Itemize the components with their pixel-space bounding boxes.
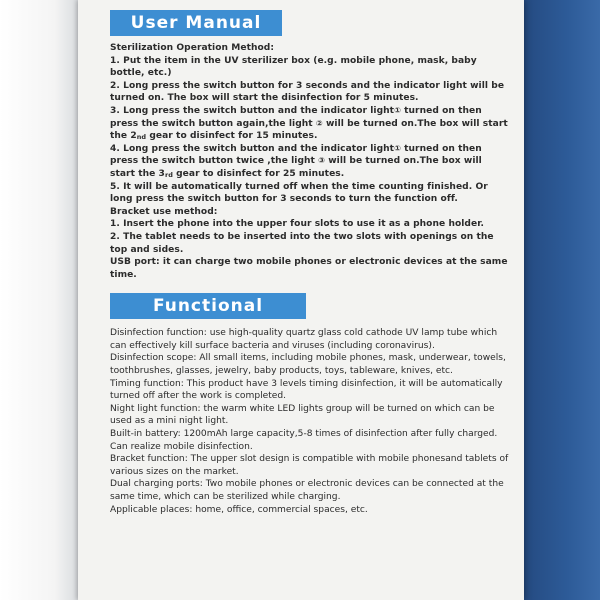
light-3-symbol: ③ <box>318 156 325 166</box>
function-item: Applicable places: home, office, commercial spaces, etc. <box>110 504 368 515</box>
step-1: 1. Put the item in the UV sterilizer box (e.g. mobile phone, mask, baby bottle, etc.) <box>110 55 477 79</box>
function-item: Timing function: This product have 3 levels timing disinfection, it will be automatically turned off after the work is completed. <box>110 378 503 402</box>
manual-sheet <box>78 0 524 600</box>
sterilization-heading: Sterilization Operation Method: <box>110 43 275 53</box>
function-item: Dual charging ports: Two mobile phones or electronic devices can be connected at the same time, which can be sterilized while charging. <box>110 479 504 502</box>
sterilization-section <box>110 42 510 281</box>
function-item: Disinfection function: use high-quality quartz glass cold cathode UV lamp tube which can effectively kill surface bacteria and viruses (including coronavirus). <box>110 328 498 351</box>
step-2: 2. Long press the switch button for 3 seconds and the indicator light will be turned on. The box will start the disinfection for 5 minutes. <box>110 80 505 104</box>
background-left <box>0 0 78 600</box>
function-item: Bracket function: The upper slot design is compatible with mobile phonesand tablets of various sizes on the market. <box>110 454 509 477</box>
step-4: 4. Long press the switch button and the indicator light① turned on then press the switch button twice ,the light ③ will be turned on.The box will start the $3_{rd}$ gear to disinfect for 25 minutes. <box>110 143 482 179</box>
functional-section <box>110 327 510 516</box>
user-manual-banner: User Manual <box>110 10 282 36</box>
bracket-step-1: 1. Insert the phone into the upper four slots to use it as a phone holder. <box>110 219 484 230</box>
function-item: Disinfection scope: All small items, including mobile phones, mask, underwear, towels, toothbrushes, glasses, jewelry, baby products, toys, tableware, knives, etc. <box>110 353 506 377</box>
background-right <box>520 0 600 600</box>
bracket-step-2: 2. The tablet needs to be inserted into the two slots with openings on the top and sides. <box>110 231 494 255</box>
step-5: 5. It will be automatically turned off when the time counting finished. Or long press the switch button for 3 seconds to turn the function off. <box>110 181 488 205</box>
usb-port-note: USB port: it can charge two mobile phones or electronic devices at the same time. <box>110 257 508 280</box>
light-2-symbol: ② <box>315 118 323 128</box>
bracket-heading: Bracket use method: <box>110 206 218 217</box>
function-item: Night light function: the warm white LED lights group will be turned on which can be used as a mini night light. <box>110 403 495 427</box>
light-1-symbol: ① <box>394 105 401 115</box>
functional-banner: Functional <box>110 293 306 319</box>
function-item: Built-in battery: 1200mAh large capacity,5-8 times of disinfection after fully charged. Can realize mobile disinfection. <box>110 429 498 452</box>
step-3: 3. Long press the switch button and the indicator light① turned on then press the switch button again,the light ② will be turned on.The box will start the $2_{nd}$ gear to disinfect for 15 minutes. <box>110 105 508 142</box>
light-1-symbol: ① <box>394 143 401 153</box>
